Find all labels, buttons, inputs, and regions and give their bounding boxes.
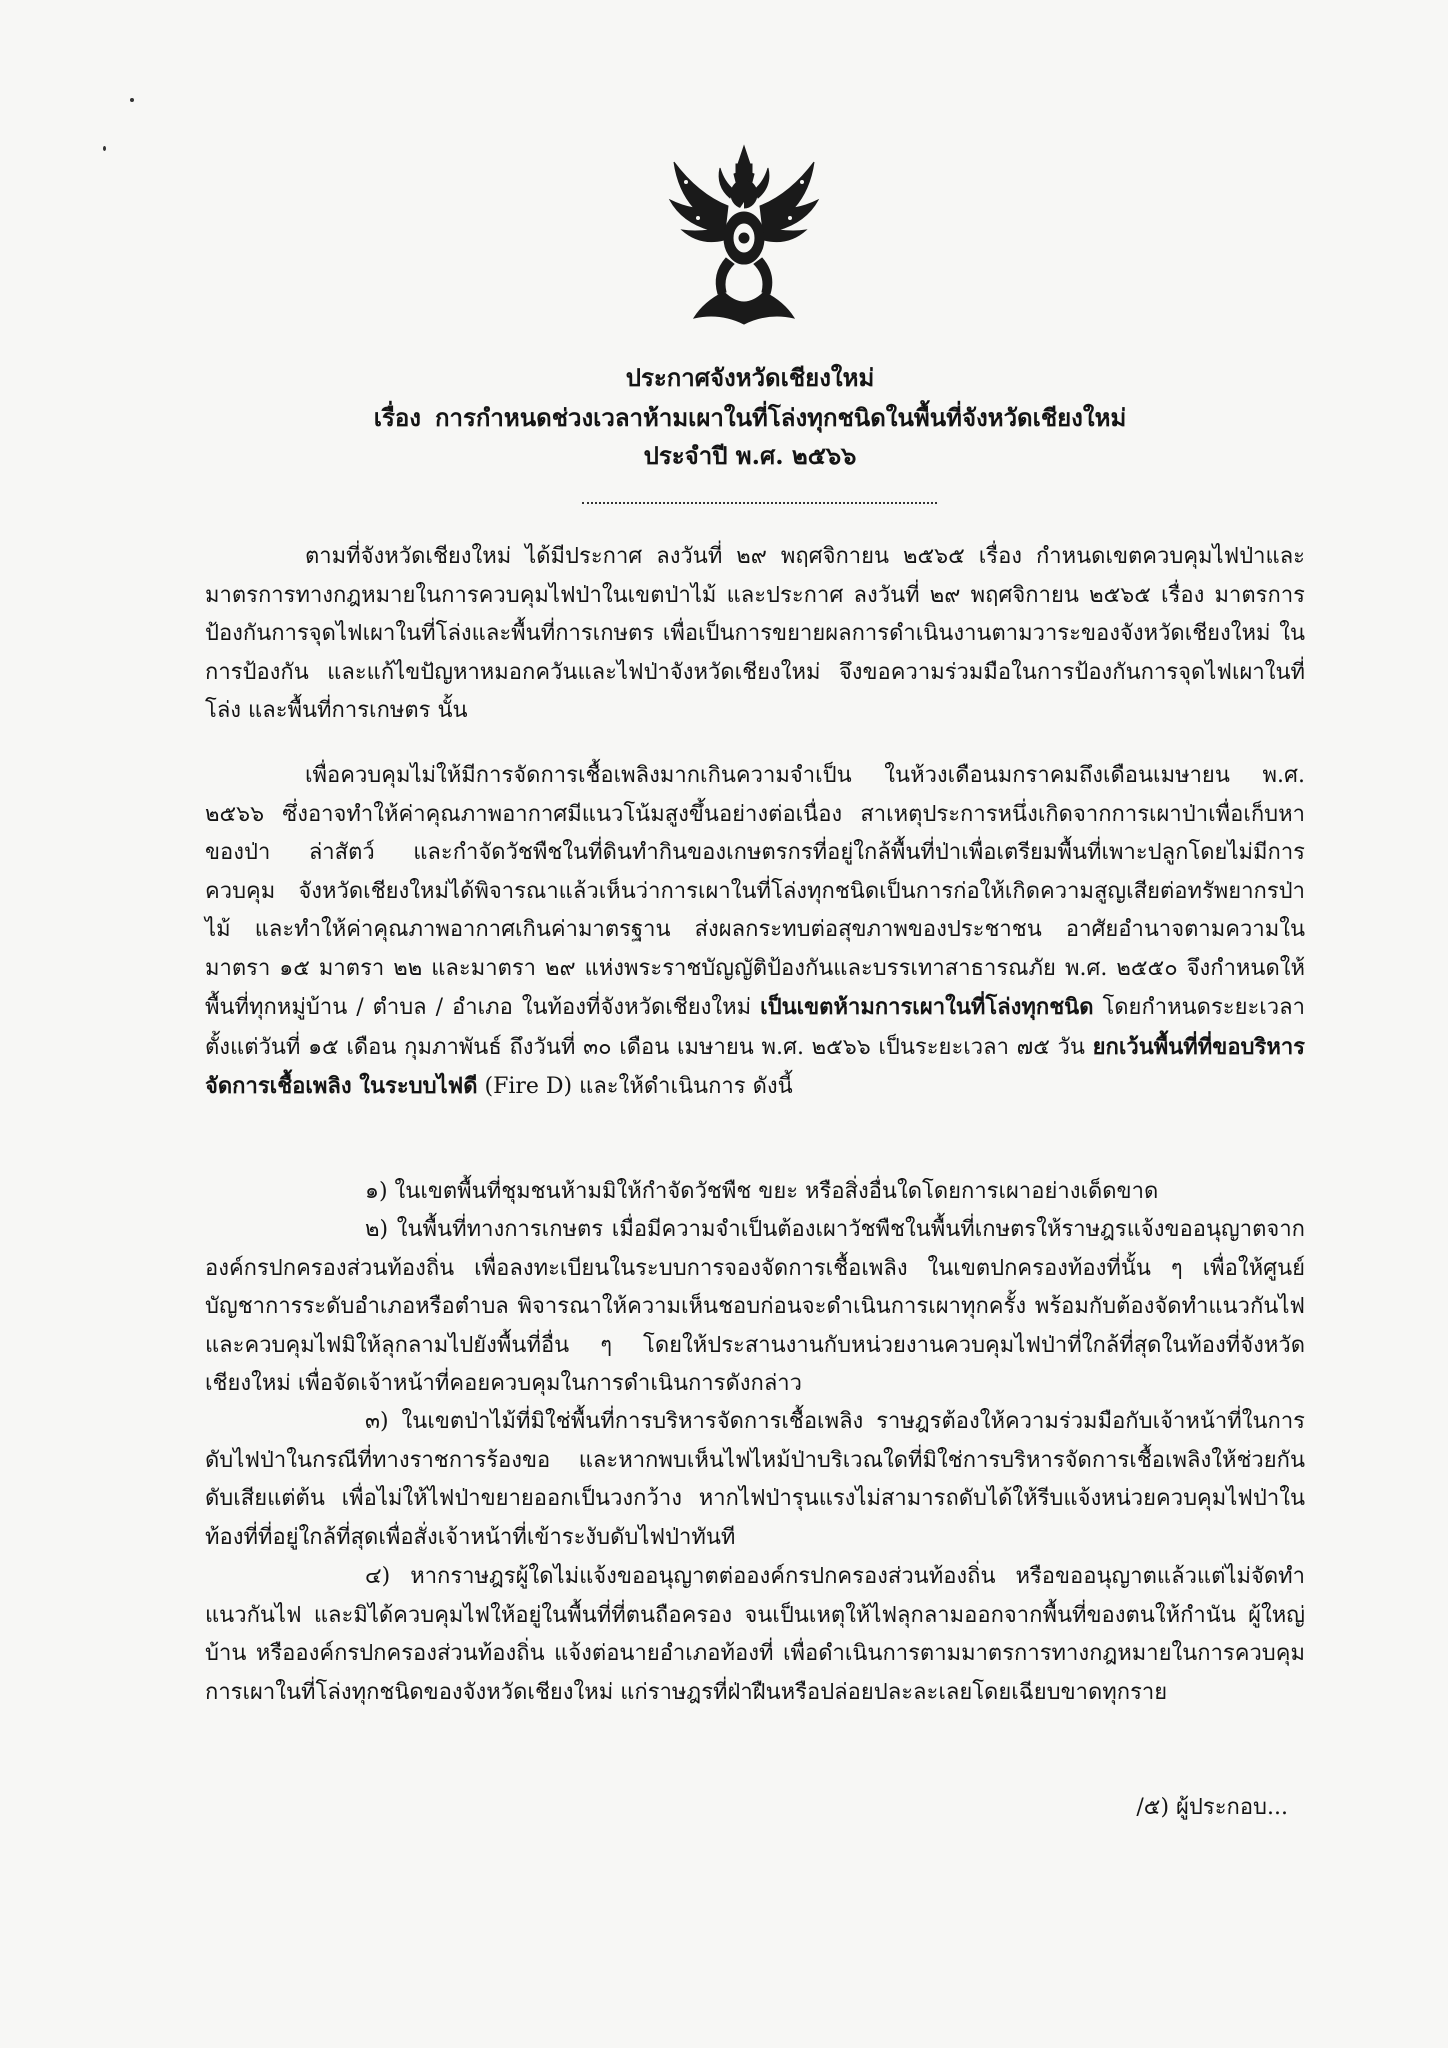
announcement-year: ประจำปี พ.ศ. ๒๕๖๖ [643,441,857,470]
announcement-subject [200,400,1300,436]
announcement-title: ประกาศจังหวัดเชียงใหม่ [625,363,875,392]
list-item-1: ๑) ในเขตพื้นที่ชุมชนห้ามมิให้กำจัดวัชพืช ขยะ หรือสิ่งอื่นใดโดยการเผาอย่างเด็ดขาด [365,1179,1159,1204]
continuation-marker: /๕) ผู้ประกอบ... [1136,1795,1288,1820]
order-text-mid: โดยกำหนดระยะเวลาตั้งแต่วันที่ ๑๕ เดือน กุมภาพันธ์ ถึงวันที่ ๓๐ เดือน เมษายน พ.ศ. ๒๕๖๖ เป็นระยะเวลา ๗๕ วัน [205,995,1305,1060]
paragraph-order [205,757,1305,1107]
list-item-3: ๓) ในเขตป่าไม้ที่มิใช่พื้นที่การบริหารจัดการเชื้อเพลิง ราษฎรต้องให้ความร่วมมือกับเจ้าหน้าที่ในการดับไฟป่าในกรณีที่ทางราชการร้องขอ และหากพบเห็นไฟไหม้ป่าบริเวณใดที่มิใช่การบริหารจัดการเชื้อเพลิงให้ช่วยกันดับเสียแต่ต้น เพื่อไม่ให้ไฟป่าขยายออกเป็นวงกว้าง หากไฟป่ารุนแรงไม่สามารถดับได้ให้รีบแจ้งหน่วยควบคุมไฟป่าในท้องที่ที่อยู่ใกล้ที่สุดเพื่อสั่งเจ้าหน้าที่เข้าระงับดับไฟป่าทันที [205,1409,1305,1550]
header-divider [582,502,937,504]
list-item-4: ๔) หากราษฎรผู้ใดไม่แจ้งขออนุญาตต่อองค์กรปกครองส่วนท้องถิ่น หรือขออนุญาตแล้วแต่ไม่จัดทำแนวกันไฟ และมิได้ควบคุมไฟให้อยู่ในพื้นที่ที่ตนถือครอง จนเป็นเหตุให้ไฟลุกลามออกจากพื้นที่ของตนให้กำนัน ผู้ใหญ่บ้าน หรือองค์กรปกครองส่วนท้องถิ่น แจ้งต่อนายอำเภอท้องที่ เพื่อดำเนินการตามมาตรการทางกฎหมายในการควบคุมการเผาในที่โล่งทุกชนิดของจังหวัดเชียงใหม่ แก่ราษฎรที่ฝ่าฝืนหรือปล่อยปละละเลยโดยเฉียบขาดทุกราย [205,1564,1305,1705]
order-text-end: (Fire D) และให้ดำเนินการ ดังนี้ [477,1074,793,1099]
garuda-emblem-icon [664,142,824,332]
subject-label: เรื่อง [373,403,421,432]
paragraph-preamble: ตามที่จังหวัดเชียงใหม่ ได้มีประกาศ ลงวันที่ ๒๙ พฤศจิกายน ๒๕๖๕ เรื่อง กำหนดเขตควบคุมไฟป่าและมาตรการทางกฎหมายในการควบคุมไฟป่าในเขตป่าไม้ และประกาศ ลงวันที่ ๒๙ พฤศจิกายน ๒๕๖๕ เรื่อง มาตรการป้องกันการจุดไฟเผาในที่โล่งและพื้นที่การเกษตร เพื่อเป็นการขยายผลการดำเนินงานตามวาระของจังหวัดเชียงใหม่ ในการป้องกัน และแก้ไขปัญหาหมอกควันและไฟป่าจังหวัดเชียงใหม่ จึงขอความร่วมมือในการป้องกันการจุดไฟเผาในที่โล่ง และพื้นที่การเกษตร นั้น [205,544,1305,723]
scan-speck [130,98,134,102]
order-text-bold-ban: เป็นเขตห้ามการเผาในที่โล่งทุกชนิด [760,994,1094,1020]
subject-text: การกำหนดช่วงเวลาห้ามเผาในที่โล่งทุกชนิดในพื้นที่จังหวัดเชียงใหม่ [434,403,1127,432]
list-item-2: ๒) ในพื้นที่ทางการเกษตร เมื่อมีความจำเป็นต้องเผาวัชพืชในพื้นที่เกษตรให้ราษฎรแจ้งขออนุญาตจากองค์กรปกครองส่วนท้องถิ่น เพื่อลงทะเบียนในระบบการจองจัดการเชื้อเพลิง ในเขตปกครองท้องที่นั้น ๆ เพื่อให้ศูนย์บัญชาการระดับอำเภอหรือตำบล พิจารณาให้ความเห็นชอบก่อนจะดำเนินการเผาทุกครั้ง พร้อมกับต้องจัดทำแนวกันไฟและควบคุมไฟมิให้ลุกลามไปยังพื้นที่อื่น ๆ โดยให้ประสานงานกับหน่วยงานควบคุมไฟป่าที่ใกล้ที่สุดในท้องที่จังหวัดเชียงใหม่ เพื่อจัดเจ้าหน้าที่คอยควบคุมในการดำเนินการดังกล่าว [205,1217,1305,1396]
order-text-start: เพื่อควบคุมไม่ให้มีการจัดการเชื้อเพลิงมากเกินความจำเป็น ในห้วงเดือนมกราคมถึงเดือนเมษายน พ.ศ. ๒๕๖๖ ซึ่งอาจทำให้ค่าคุณภาพอากาศมีแนวโน้มสูงขึ้นอย่างต่อเนื่อง สาเหตุประการหนึ่งเกิดจากการเผาป่าเพื่อเก็บหาของป่า ล่าสัตว์ และกำจัดวัชพืชในที่ดินทำกินของเกษตรกรที่อยู่ใกล้พื้นที่ป่าเพื่อเตรียมพื้นที่เพาะปลูกโดยไม่มีการควบคุม จังหวัดเชียงใหม่ได้พิจารณาแล้วเห็นว่าการเผาในที่โล่งทุกชนิดเป็นการก่อให้เกิดความสูญเสียต่อทรัพยากรป่าไม้ และทำให้ค่าคุณภาพอากาศเกินค่ามาตรฐาน ส่งผลกระทบต่อสุขภาพของประชาชน อาศัยอำนาจตามความในมาตรา ๑๕ มาตรา ๒๒ และมาตรา ๒๙ แห่งพระราชบัญญัติป้องกันและบรรเทาสาธารณภัย พ.ศ. ๒๕๕๐ จึงกำหนดให้พื้นที่ทุกหมู่บ้าน / ตำบล / อำเภอ ในท้องที่จังหวัดเชียงใหม่ [205,763,1305,1020]
order-text-bold-exception: ยกเว้นพื้นที่ที่ขอบริหารจัดการเชื้อเพลิง ในระบบไฟดี [205,1033,1305,1099]
scan-speck [103,146,106,151]
